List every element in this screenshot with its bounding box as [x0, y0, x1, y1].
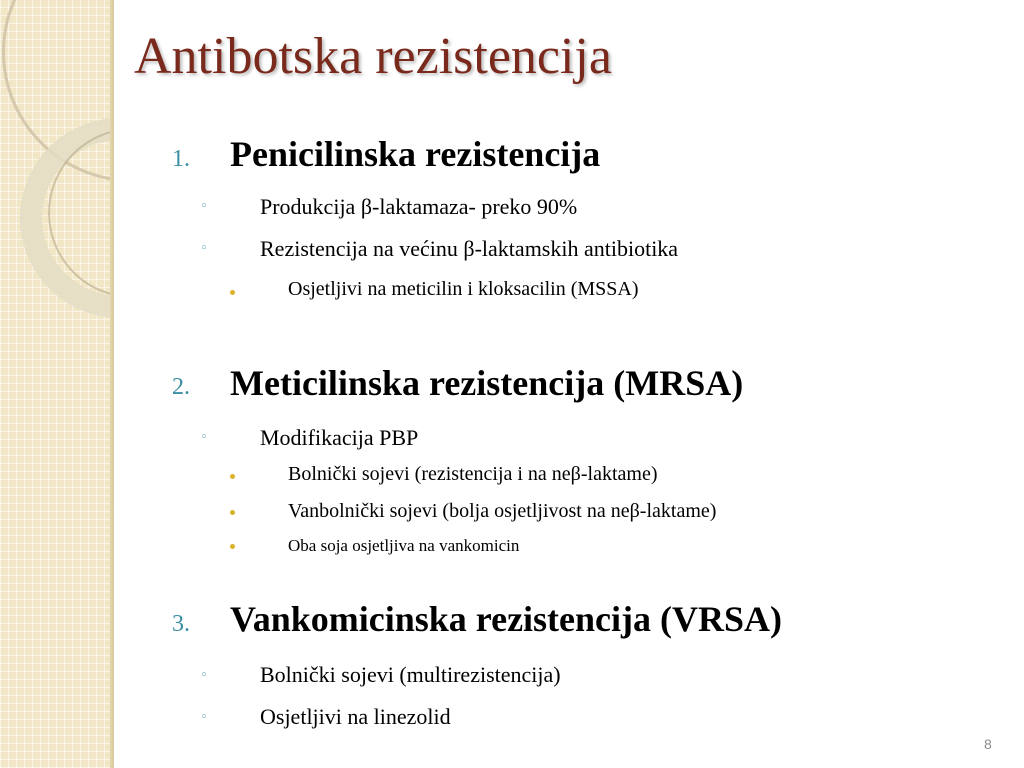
circle-bullet-icon: ◦	[200, 710, 208, 725]
section-heading: Meticilinska rezistencija (MRSA)	[230, 363, 744, 403]
list-item: Modifikacija PBP	[260, 425, 419, 450]
circle-bullet-icon: ◦	[200, 430, 208, 445]
sidebar-edge	[110, 0, 114, 768]
list-item: Osjetljivi na linezolid	[260, 704, 451, 729]
list-item: Bolnički sojevi (multirezistencija)	[260, 662, 561, 687]
bullet-dot-icon	[230, 290, 235, 295]
list-item: Vanbolnički sojevi (bolja osjetljivost na neβ-laktame)	[288, 500, 717, 522]
slide-title: Antibotska rezistencija	[134, 28, 612, 85]
section-number: 3.	[172, 611, 190, 637]
list-item: Produkcija β-laktamaza- preko 90%	[260, 194, 578, 219]
page-number: 8	[984, 736, 992, 752]
decorative-sidebar	[0, 0, 114, 768]
circle-bullet-icon: ◦	[200, 241, 208, 256]
bullet-dot-icon	[230, 474, 235, 479]
bullet-dot-icon	[230, 544, 235, 549]
list-item: Osjetljivi na meticilin i kloksacilin (MSSA)	[288, 278, 639, 300]
section-number: 1.	[172, 146, 190, 172]
section-heading: Vankomicinska rezistencija (VRSA)	[230, 599, 783, 639]
bullet-dot-icon	[230, 510, 235, 515]
circle-bullet-icon: ◦	[200, 668, 208, 683]
list-item: Bolnički sojevi (rezistencija i na neβ-laktame)	[288, 463, 658, 485]
section-heading: Penicilinska rezistencija	[230, 134, 601, 174]
list-item: Rezistencija na većinu β-laktamskih antibiotika	[260, 236, 679, 261]
circle-bullet-icon: ◦	[200, 199, 208, 214]
list-item: Oba soja osjetljiva na vankomicin	[288, 536, 520, 555]
section-number: 2.	[172, 374, 190, 400]
